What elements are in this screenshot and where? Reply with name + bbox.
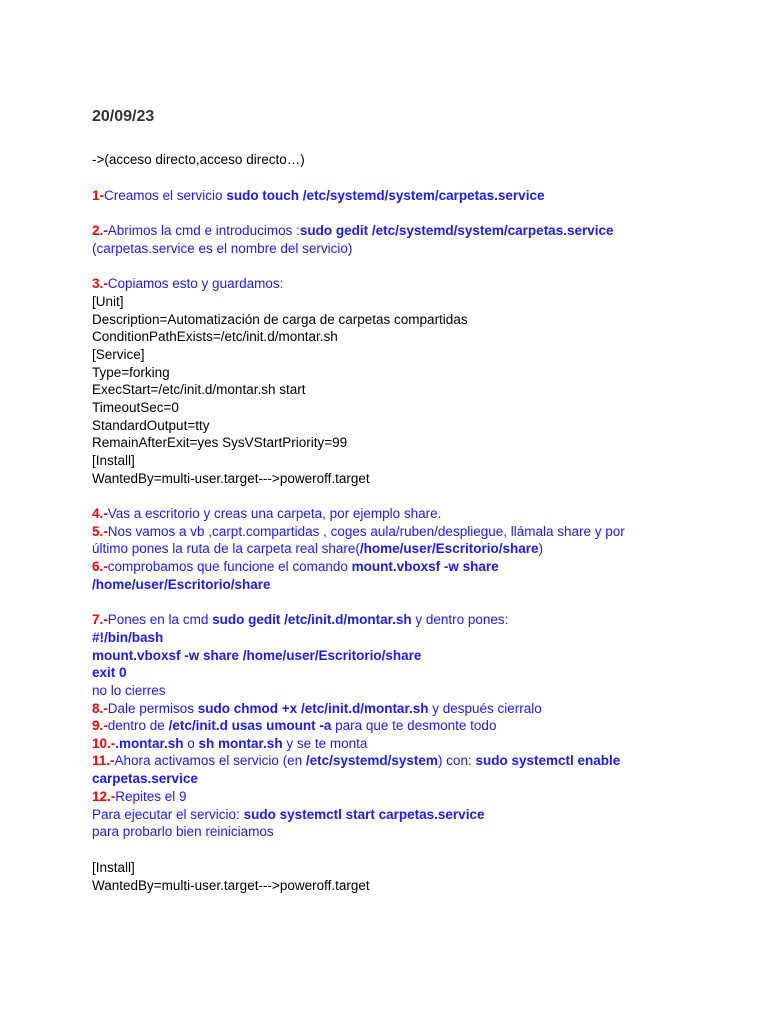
text-segment: Description=Automatización de carga de carpetas compartidas: [92, 312, 468, 327]
text-line: [92, 275, 283, 293]
text-segment: último pones la ruta de la carpeta real share(: [92, 541, 360, 556]
text-segment: WantedBy=multi-user.target--->poweroff.target: [92, 878, 370, 893]
command-text: sudo touch /etc/systemd/system/carpetas.service: [226, 188, 545, 203]
text-segment: Dale permisos: [107, 701, 198, 716]
text-line: [92, 328, 338, 346]
text-segment: ): [538, 541, 543, 556]
text-line: [92, 364, 170, 382]
text-line: [92, 788, 187, 806]
text-line: [92, 806, 484, 824]
text-segment: ) con:: [437, 753, 476, 768]
text-line: [92, 877, 370, 895]
text-segment: ->(acceso directo,acceso directo…): [92, 152, 305, 167]
text-line: [92, 293, 124, 311]
text-line: [92, 505, 441, 523]
text-segment: para probarlo bien reiniciamos: [92, 824, 274, 839]
command-text: .montar.sh: [115, 736, 184, 751]
text-segment: dentro de: [107, 718, 169, 733]
text-line: [92, 770, 198, 788]
text-line: [92, 558, 499, 576]
command-text: sudo gedit /etc/init.d/montar.sh: [212, 612, 412, 627]
text-line: [92, 399, 179, 417]
text-segment: ConditionPathExists=/etc/init.d/montar.sh: [92, 329, 338, 344]
text-segment: comprobamos que funcione el comando: [107, 559, 352, 574]
command-text: /home/user/Escritorio/share: [92, 577, 271, 592]
text-line: [92, 540, 543, 558]
text-line: [92, 682, 166, 700]
command-text: sudo systemctl enable: [475, 753, 621, 768]
text-line: [92, 664, 127, 682]
command-text: /etc/init.d usas umount -a: [168, 718, 332, 733]
text-line: [92, 452, 135, 470]
document-date: 20/09/23: [92, 108, 155, 125]
command-text: sudo chmod +x /etc/init.d/montar.sh: [197, 701, 429, 716]
step-number: 6.-: [92, 559, 108, 574]
text-line: [92, 346, 145, 364]
text-segment: [Install]: [92, 860, 135, 875]
step-number: 9.-: [92, 718, 108, 733]
text-line: [92, 434, 347, 452]
text-line: [92, 381, 305, 399]
text-segment: Abrimos la cmd e introducimos :: [107, 223, 300, 238]
step-number: 8.-: [92, 701, 108, 716]
text-line: [92, 823, 274, 841]
text-segment: Creamos el servicio: [104, 188, 227, 203]
command-text: mount.vboxsf -w share /home/user/Escritorio/share: [92, 648, 422, 663]
text-line: [92, 859, 135, 877]
step-number: 11.-: [92, 753, 115, 768]
text-line: [92, 629, 163, 647]
text-segment: y dentro pones:: [411, 612, 509, 627]
text-segment: Copiamos esto y guardamos:: [107, 276, 284, 291]
text-line: [92, 187, 544, 205]
text-segment: para que te desmonte todo: [331, 718, 497, 733]
text-segment: (carpetas.service es el nombre del servicio): [92, 241, 353, 256]
text-segment: TimeoutSec=0: [92, 400, 179, 415]
command-text: sudo systemctl start carpetas.service: [243, 807, 485, 822]
text-segment: Nos vamos a vb ,carpt.compartidas , coges aula/ruben/despliegue, llámala share y por: [107, 524, 625, 539]
text-segment: Ahora activamos el servicio (en: [114, 753, 306, 768]
text-line: [92, 240, 352, 258]
step-number: 3.-: [92, 276, 108, 291]
text-line: [92, 647, 421, 665]
text-line: [92, 470, 370, 488]
command-text: mount.vboxsf -w share: [351, 559, 499, 574]
text-segment: no lo cierres: [92, 683, 166, 698]
text-line: [92, 717, 496, 735]
command-text: sh montar.sh: [198, 736, 283, 751]
step-number: 4.-: [92, 506, 108, 521]
text-segment: [Unit]: [92, 294, 124, 309]
text-line: [92, 700, 542, 718]
text-segment: ExecStart=/etc/init.d/montar.sh start: [92, 382, 306, 397]
step-number: 12.-: [92, 789, 116, 804]
command-text: #!/bin/bash: [92, 630, 164, 645]
command-text: sudo gedit /etc/systemd/system/carpetas.service: [299, 223, 614, 238]
text-line: [92, 611, 508, 629]
text-segment: Para ejecutar el servicio:: [92, 807, 244, 822]
text-segment: [Install]: [92, 453, 135, 468]
text-line: [92, 222, 614, 240]
step-number: 10.-: [92, 736, 116, 751]
text-segment: o: [183, 736, 199, 751]
text-line: [92, 523, 625, 541]
command-text: carpetas.service: [92, 771, 198, 786]
text-segment: RemainAfterExit=yes SysVStartPriority=99: [92, 435, 348, 450]
text-line: [92, 151, 305, 169]
step-number: 5.-: [92, 524, 108, 539]
text-line: [92, 311, 468, 329]
text-segment: Type=forking: [92, 365, 170, 380]
text-line: [92, 576, 271, 594]
text-segment: WantedBy=multi-user.target--->poweroff.target: [92, 471, 370, 486]
text-line: [92, 735, 367, 753]
command-text: /home/user/Escritorio/share: [359, 541, 539, 556]
text-segment: Vas a escritorio y creas una carpeta, por ejemplo share.: [107, 506, 442, 521]
command-text: /etc/systemd/system: [305, 753, 438, 768]
command-text: exit 0: [92, 665, 127, 680]
text-segment: StandardOutput=tty: [92, 418, 210, 433]
text-segment: [Service]: [92, 347, 145, 362]
text-segment: y se te monta: [282, 736, 368, 751]
text-segment: y después cierralo: [428, 701, 542, 716]
step-number: 1-: [92, 188, 105, 203]
step-number: 2.-: [92, 223, 108, 238]
text-segment: Pones en la cmd: [107, 612, 213, 627]
text-segment: Repites el 9: [115, 789, 187, 804]
text-line: [92, 752, 620, 770]
text-line: [92, 417, 209, 435]
step-number: 7.-: [92, 612, 108, 627]
